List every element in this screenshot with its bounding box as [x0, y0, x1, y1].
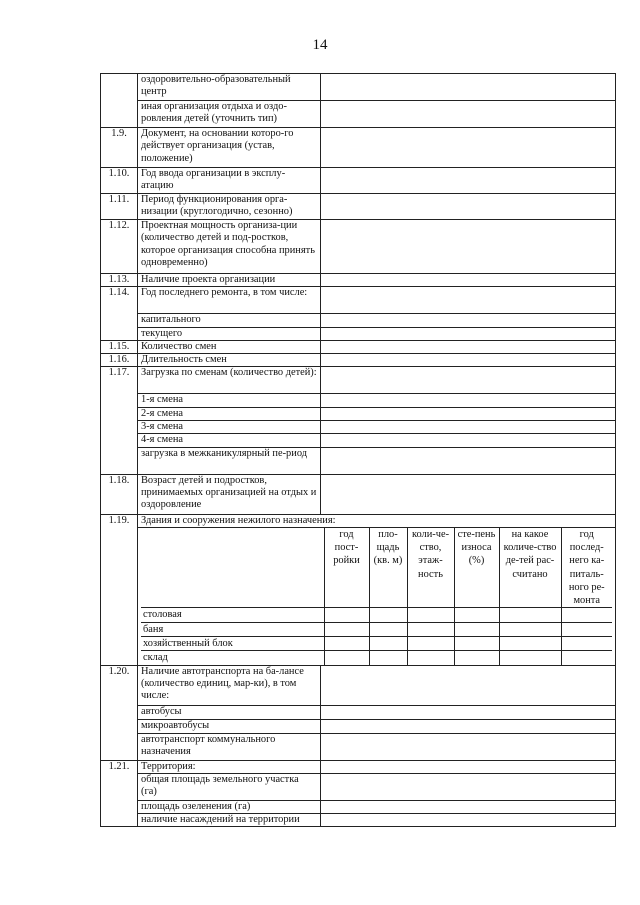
row-label: автотранспорт коммунального назначения — [138, 733, 321, 760]
form-row — [101, 101, 616, 128]
section-1-19-title-row — [101, 514, 616, 527]
row-number: 1.20. — [101, 665, 138, 760]
buildings-row — [141, 622, 612, 636]
answer-cell[interactable] — [321, 128, 616, 168]
form-row — [101, 434, 616, 447]
answer-cell[interactable] — [321, 447, 616, 474]
building-name: склад — [141, 651, 324, 665]
answer-cell[interactable] — [321, 74, 616, 101]
form-row — [101, 733, 616, 760]
buildings-column-header: год пост-ройки — [324, 528, 369, 608]
building-value-cell[interactable] — [324, 608, 369, 622]
answer-cell[interactable] — [321, 665, 616, 705]
form-row — [101, 421, 616, 434]
answer-cell[interactable] — [321, 367, 616, 394]
buildings-row — [141, 608, 612, 622]
form-row — [101, 760, 616, 773]
row-number: 1.19. — [101, 514, 138, 665]
row-number: 1.15. — [101, 340, 138, 353]
answer-cell[interactable] — [321, 705, 616, 719]
form-row — [101, 287, 616, 314]
form-row — [101, 773, 616, 800]
building-name: баня — [141, 622, 324, 636]
answer-cell[interactable] — [321, 474, 616, 514]
building-value-cell[interactable] — [561, 608, 612, 622]
row-label: Период функционирования орга-низации (круглогодично, сезонно) — [138, 194, 321, 220]
building-name: хозяйственный блок — [141, 636, 324, 650]
row-label: автобусы — [138, 705, 321, 719]
building-value-cell[interactable] — [407, 622, 454, 636]
row-label: оздоровительно-образовательный центр — [138, 74, 321, 101]
row-label: Документ, на основании которо-го действует организация (устав, положение) — [138, 128, 321, 168]
form-row — [101, 274, 616, 287]
building-value-cell[interactable] — [324, 622, 369, 636]
form-table — [100, 73, 616, 827]
row-label: Год ввода организации в эксплу-атацию — [138, 168, 321, 194]
building-value-cell[interactable] — [454, 636, 499, 650]
answer-cell[interactable] — [321, 434, 616, 447]
row-label: Территория: — [138, 760, 321, 773]
building-value-cell[interactable] — [407, 636, 454, 650]
building-value-cell[interactable] — [499, 622, 561, 636]
form-row — [101, 128, 616, 168]
building-value-cell[interactable] — [499, 608, 561, 622]
answer-cell[interactable] — [321, 814, 616, 827]
form-row — [101, 340, 616, 353]
row-label: Наличие автотранспорта на ба-лансе (количество единиц, мар-ки), в том числе: — [138, 665, 321, 705]
buildings-column-header: год послед-него ка-питаль-ного ре-монта — [561, 528, 612, 608]
answer-cell[interactable] — [321, 274, 616, 287]
form-row — [101, 705, 616, 719]
row-label: текущего — [138, 327, 321, 340]
answer-cell[interactable] — [321, 101, 616, 128]
building-value-cell[interactable] — [454, 608, 499, 622]
building-name: столовая — [141, 608, 324, 622]
form-row — [101, 354, 616, 367]
answer-cell[interactable] — [321, 421, 616, 434]
building-value-cell[interactable] — [369, 608, 407, 622]
row-label: Загрузка по сменам (количество детей): — [138, 367, 321, 394]
row-label: Год последнего ремонта, в том числе: — [138, 287, 321, 314]
answer-cell[interactable] — [321, 220, 616, 274]
building-value-cell[interactable] — [561, 651, 612, 665]
building-value-cell[interactable] — [454, 622, 499, 636]
section-1-19-title: Здания и сооружения нежилого назначения: — [138, 514, 616, 527]
buildings-row — [141, 636, 612, 650]
answer-cell[interactable] — [321, 314, 616, 327]
row-label: иная организация отдыха и оздо-ровления детей (уточнить тип) — [138, 101, 321, 128]
answer-cell[interactable] — [321, 407, 616, 420]
buildings-column-header: пло-щадь (кв. м) — [369, 528, 407, 608]
form-row — [101, 194, 616, 220]
form-row — [101, 74, 616, 101]
building-value-cell[interactable] — [561, 636, 612, 650]
answer-cell[interactable] — [321, 287, 616, 314]
building-value-cell[interactable] — [369, 622, 407, 636]
answer-cell[interactable] — [321, 340, 616, 353]
building-value-cell[interactable] — [561, 622, 612, 636]
row-number: 1.13. — [101, 274, 138, 287]
buildings-row — [141, 651, 612, 665]
row-label: 4-я смена — [138, 434, 321, 447]
building-value-cell[interactable] — [369, 636, 407, 650]
building-value-cell[interactable] — [407, 651, 454, 665]
buildings-column-header: коли-че-ство, этаж-ность — [407, 528, 454, 608]
building-value-cell[interactable] — [324, 651, 369, 665]
row-number: 1.12. — [101, 220, 138, 274]
row-number: 1.9. — [101, 128, 138, 168]
section-1-19-grid-row — [101, 527, 616, 665]
page-number: 14 — [312, 37, 328, 53]
answer-cell[interactable] — [321, 194, 616, 220]
row-label: 3-я смена — [138, 421, 321, 434]
row-number: 1.11. — [101, 194, 138, 220]
building-value-cell[interactable] — [369, 651, 407, 665]
building-value-cell[interactable] — [454, 651, 499, 665]
row-number: 1.10. — [101, 168, 138, 194]
form-row — [101, 394, 616, 407]
row-label: наличие насаждений на территории — [138, 814, 321, 827]
buildings-table — [141, 528, 612, 665]
buildings-header-row — [141, 528, 612, 608]
building-value-cell[interactable] — [407, 608, 454, 622]
form-row — [101, 474, 616, 514]
answer-cell[interactable] — [321, 354, 616, 367]
form-row — [101, 367, 616, 394]
row-label: капитального — [138, 314, 321, 327]
form-row — [101, 407, 616, 420]
answer-cell[interactable] — [321, 394, 616, 407]
row-number: 1.16. — [101, 354, 138, 367]
form-row — [101, 665, 616, 705]
form-row — [101, 447, 616, 474]
row-label: Наличие проекта организации — [138, 274, 321, 287]
row-label: Возраст детей и подростков, принимаемых организацией на отдых и оздоровление — [138, 474, 321, 514]
row-label: 2-я смена — [138, 407, 321, 420]
answer-cell[interactable] — [321, 773, 616, 800]
row-number: 1.18. — [101, 474, 138, 514]
form-row — [101, 719, 616, 733]
row-label: Длительность смен — [138, 354, 321, 367]
buildings-column-header: на какое количе-ство де-тей рас-считано — [499, 528, 561, 608]
form-row — [101, 327, 616, 340]
answer-cell[interactable] — [321, 168, 616, 194]
row-number: 1.17. — [101, 367, 138, 474]
answer-cell[interactable] — [321, 733, 616, 760]
buildings-column-header: сте-пень износа (%) — [454, 528, 499, 608]
row-label: общая площадь земельного участка (га) — [138, 773, 321, 800]
row-label: микроавтобусы — [138, 719, 321, 733]
building-value-cell[interactable] — [324, 636, 369, 650]
form-row — [101, 220, 616, 274]
row-number: 1.14. — [101, 287, 138, 341]
row-number: 1.21. — [101, 760, 138, 827]
form-row — [101, 800, 616, 813]
answer-cell[interactable] — [321, 719, 616, 733]
row-label: загрузка в межканикулярный пе-риод — [138, 447, 321, 474]
building-value-cell[interactable] — [499, 651, 561, 665]
form-row — [101, 168, 616, 194]
buildings-header-blank — [141, 528, 324, 608]
answer-cell[interactable] — [321, 800, 616, 813]
row-label: площадь озеленения (га) — [138, 800, 321, 813]
row-label: 1-я смена — [138, 394, 321, 407]
building-value-cell[interactable] — [499, 636, 561, 650]
row-label: Количество смен — [138, 340, 321, 353]
form-row — [101, 314, 616, 327]
row-number — [101, 74, 138, 128]
row-label: Проектная мощность организа-ции (количество детей и под-ростков, которое организация способна принять одновременно) — [138, 220, 321, 274]
form-row — [101, 814, 616, 827]
answer-cell[interactable] — [321, 327, 616, 340]
answer-cell[interactable] — [321, 760, 616, 773]
